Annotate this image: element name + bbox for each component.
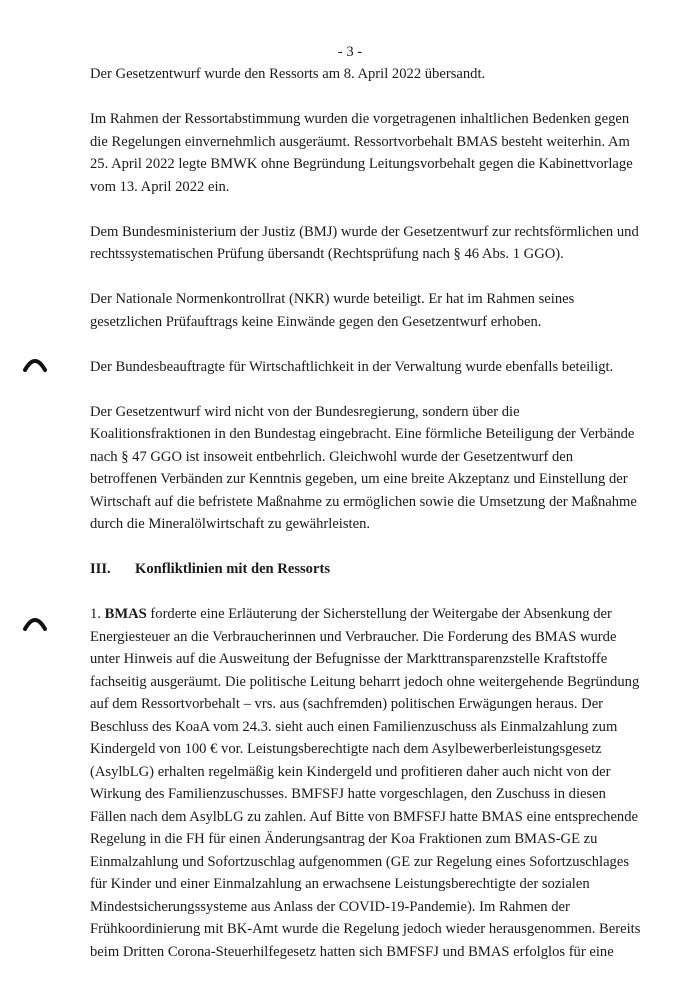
text-line: Mindestsicherungssysteme aus Anlass der COVID-19-Pandemie). Im Rahmen der <box>90 898 570 915</box>
text-line: Im Rahmen der Ressortabstimmung wurden die vorgetragenen inhaltlichen Bedenken gegen <box>90 111 630 127</box>
text-line: fachseitig ausgeräumt. Die politische Leitung beharrt jedoch ohne weitergehende Begründung <box>90 673 640 690</box>
text-fragment: forderte eine Erläuterung der Sicherstellung der Weitergabe der Absenkung der <box>146 606 612 622</box>
text-line: Wirtschaft auf die befristete Maßnahme zu ermöglichen sowie die Umsetzung der Maßnahme <box>90 493 637 510</box>
text-line: rechtssystematischen Prüfung übersandt (Rechtsprüfung nach § 46 Abs. 1 GGO). <box>90 246 564 262</box>
text-line: Frühkoordinierung mit BK-Amt wurde die Regelung jedoch wieder herausgenommen. Bereits <box>90 921 641 937</box>
text-line: nach § 47 GGO ist insoweit entbehrlich. Gleichwohl wurde der Gesetzentwurf den <box>90 448 574 465</box>
text-line: vom 13. April 2022 ein. <box>90 178 230 195</box>
punch-hole-mark-icon <box>22 613 48 631</box>
list-number: 1. <box>90 606 105 622</box>
paragraph-nkr <box>90 288 650 333</box>
text-line: gesetzlichen Prüfauftrags keine Einwände gegen den Gesetzentwurf erhoben. <box>90 313 542 330</box>
text-line: Der Nationale Normenkontrollrat (NKR) wurde beteiligt. Er hat im Rahmen seines <box>90 291 575 307</box>
text-line: Fällen nach dem AsylbLG zu zahlen. Auf Bitte von BMFSFJ hatte BMAS eine entsprechende <box>90 808 638 825</box>
text-line: (AsylbLG) erhalten regelmäßig kein Kindergeld und profitieren daher auch nicht von der <box>90 763 611 780</box>
document-body <box>90 63 650 986</box>
paragraph-bmj <box>90 221 650 266</box>
page-number: - 3 - <box>337 44 363 60</box>
text-line: Der Gesetzentwurf wurde den Ressorts am 8. April 2022 übersandt. <box>90 66 486 82</box>
text-line: für Kinder und einer Einmalzahlung an erwachsene Leistungsberechtigte der sozialen <box>90 876 590 892</box>
text-line: beim Dritten Corona-Steuerhilfegesetz hatten sich BMFSFJ und BMAS erfolglos für eine <box>90 943 614 960</box>
paragraph-ressortabstimmung <box>90 108 650 198</box>
paragraph-verbaende <box>90 401 650 536</box>
text-line: auf dem Ressortvorbehalt – vrs. aus (sachfremden) politischen Erwägungen heraus. Der <box>90 696 604 712</box>
text-line: Koalitionsfraktionen in den Bundestag eingebracht. Eine förmliche Beteiligung der Verbände <box>90 426 635 442</box>
text-line: durch die Mineralölwirtschaft zu gewährleisten. <box>90 516 371 532</box>
text-line: Regelung in die FH für einen Änderungsantrag der Koa Fraktionen zum BMAS-GE zu <box>90 831 598 847</box>
punch-hole-mark-icon <box>22 354 48 372</box>
text-line: Energiesteuer an die Verbraucherinnen und Verbraucher. Die Forderung des BMAS wurde <box>90 628 617 645</box>
text-line: Wirkung des Familienzuschusses. BMFSFJ hatte vorgeschlagen, den Zuschuss in diesen <box>90 786 606 802</box>
text-line: 25. April 2022 legte BMWK ohne Begründung Leitungsvorbehalt gegen die Kabinettvorlage <box>90 156 633 172</box>
text-line <box>90 603 650 626</box>
section-title: Konfliktlinien mit den Ressorts <box>135 561 330 577</box>
paragraph-ressorts-sent <box>90 63 650 86</box>
text-line: Beschluss des KoaA vom 24.3. sieht auch einen Familienzuschuss als Einmalzahlung zum <box>90 718 618 735</box>
text-line: Der Gesetzentwurf wird nicht von der Bundesregierung, sondern über die <box>90 403 520 420</box>
section-number: III. <box>90 561 111 577</box>
text-line: Dem Bundesministerium der Justiz (BMJ) wurde der Gesetzentwurf zur rechtsförmlichen und <box>90 223 639 240</box>
text-line: unter Hinweis auf die Ausweitung der Befugnisse der Markttransparenzstelle Kraftstoffe <box>90 651 608 667</box>
text-line: betroffenen Verbänden zur Kenntnis gegeben, um eine breite Akzeptanz und Einstellung der <box>90 471 628 487</box>
text-line: Einmalzahlung und Sofortzuschlag aufgenommen (GE zur Regelung eines Sofortzuschlages <box>90 853 630 870</box>
paragraph-bundesbeauftragte <box>90 356 650 379</box>
text-line: Kindergeld von 100 € vor. Leistungsberechtigte nach dem Asylbewerberleistungsgesetz <box>90 741 602 757</box>
section-heading <box>90 558 650 581</box>
ressort-name-bold: BMAS <box>104 606 147 622</box>
paragraph-bmas-conflict <box>90 603 650 963</box>
text-line: die Regelungen einvernehmlich ausgeräumt. Ressortvorbehalt BMAS besteht weiterhin. Am <box>90 133 630 150</box>
text-line: Der Bundesbeauftragte für Wirtschaftlichkeit in der Verwaltung wurde ebenfalls beteiligt. <box>90 358 614 375</box>
